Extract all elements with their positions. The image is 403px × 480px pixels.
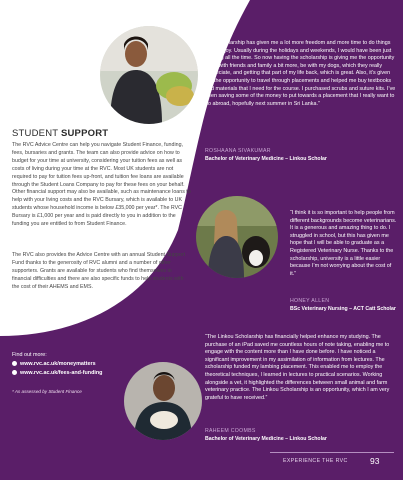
section-body-2 (12, 252, 192, 292)
footer-label: EXPERIENCE THE RVC (283, 458, 348, 464)
section-body (12, 142, 192, 229)
section-title: STUDENT SUPPORT (12, 128, 109, 139)
bullet-icon (12, 361, 17, 366)
testimonial-role-1: Bachelor of Veterinary Medicine – Linkou Scholar (205, 156, 327, 162)
testimonial-role-3: Bachelor of Veterinary Medicine – Linkou Scholar (205, 436, 327, 442)
intro-paragraph: The RVC Advice Centre can help you navigate Student Finance, funding, fees, bursaries and grants. The team can also provide advice on how to budget for your time at university, considering your tuition fees as well as costs of living during your time at the RVC. Most UK students are not required to pay for tuition fees up-front, and tuition fee loans are available through the Student Loans Company to pay for these fees on your behalf. Other financial support may also be available, such as maintenance loans to help with your living costs and the RVC Bursary, which is available to UK students whose household income is below £35,000 per year*. The RVC Bursary is £1,000 per year and is paid directly to you in addition to the funding you are entitled to from Student Finance. (12, 142, 191, 228)
testimonial-role-2: BSc Veterinary Nursing – ACT Catt Scholar (290, 306, 396, 312)
link-money-matters[interactable]: www.rvc.ac.uk/moneymatters (12, 360, 192, 369)
find-out-more (12, 351, 192, 378)
testimonial-name-1: ROSHAANA SIVAKUMAR (205, 148, 271, 154)
testimonial-name-2: HONEY ALLEN (290, 298, 330, 304)
page-number: 93 (370, 456, 380, 466)
testimonial-quote-3: “The Linkou Scholarship has financially helped enhance my studying. The purchase of an iPad saved me countless hours of note taking, enabling me to engage with the content more than I have done before. I have noticed a significant improvement in my assimilation of information from lectures. The scholarship funded my lambing placement. This enabled me to employ the theoretical techniques, I learned in lectures to practical scenarios. Working alongside a vet, it highlighted the differences between small animal and farm veterinary practice. The Linkou Scholarship is an opportunity, which I am very grateful to have received.” (205, 334, 390, 401)
testimonial-quote-2: “I think it is so important to help people from different backgrounds become veterinarians. It is a generous and amazing thing to do. I struggled in school, but this has given me hope that I will be able to graduate as a Registered Veterinary Nurse. Thanks to the scholarship, university is a little easier because I’m not worrying about the cost of it.” (290, 210, 397, 277)
footer-divider (270, 452, 394, 453)
student-photo-roshaana (100, 26, 198, 124)
find-out-heading: Find out more: (12, 352, 47, 358)
testimonial-name-3: RAHEEM COOMBS (205, 428, 256, 434)
support-fund-paragraph: The RVC also provides the Advice Centre with an annual Student Support Fund thanks to the generosity of RVC alumni and a number of other supporters. Grants are available for students who find themselves in financial difficulties and there are also specific funds to help students with the cost of their AHEMS and EMS. (12, 252, 186, 290)
testimonial-quote-1: “The scholarship has given me a lot more freedom and more time to do things that I enjoy. Usually during the holidays and weekends, I would have been just working all the time. So now having the scholarship is giving me the opportunity to be with friends and family a bit more, be with my dogs, which they really appreciate, and getting that part of my life back, which is great. Also, it’s given me the opportunity to travel through placements and helped me buy textbooks and materials that I need for the course. I purchased scrubs and suture kits. I’ve been saving some of the money to put towards a placement that I really want to do abroad, hopefully next summer in Sri Lanka.” (205, 40, 396, 107)
link-fees-funding[interactable]: www.rvc.ac.uk/fees-and-funding (12, 369, 192, 378)
bullet-icon (12, 370, 17, 375)
student-photo-honey (196, 196, 278, 278)
footnote: * As assessed by Student Finance (12, 389, 82, 394)
